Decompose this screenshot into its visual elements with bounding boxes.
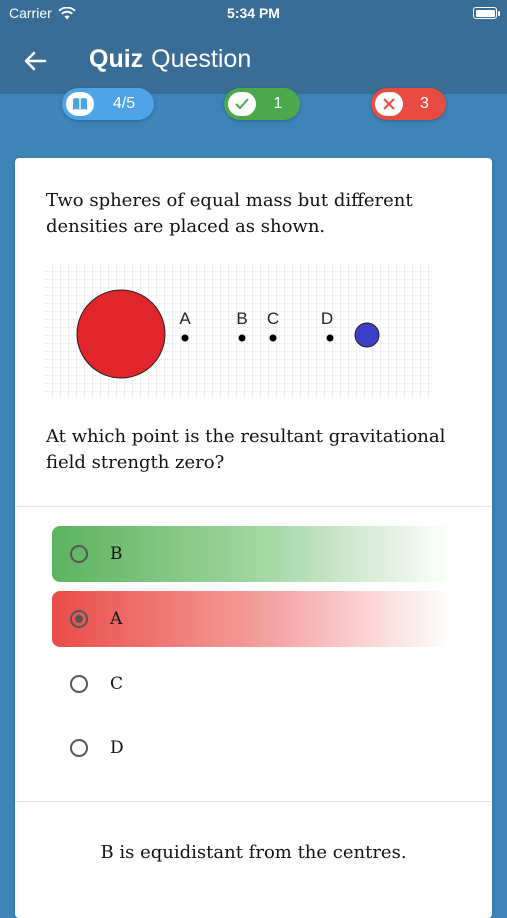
correct-count: 1 (273, 95, 283, 112)
correct-badge (224, 88, 300, 120)
progress-badge (62, 88, 154, 120)
point-b-dot (239, 335, 246, 342)
large-sphere (77, 290, 165, 378)
option-label: C (110, 674, 124, 694)
question-card (15, 158, 492, 918)
radio-button-selected[interactable] (70, 610, 88, 628)
carrier-label: Carrier (9, 5, 52, 21)
point-a-label: A (179, 309, 191, 328)
stats-bar (0, 88, 507, 122)
question-prompt: At which point is the resultant gravitational field strength zero? (46, 426, 446, 473)
radio-button[interactable] (70, 545, 88, 563)
option-label: A (110, 609, 123, 629)
option-b[interactable] (52, 526, 452, 582)
nav-bar (0, 28, 507, 94)
wrong-count: 3 (420, 95, 429, 112)
status-bar (0, 0, 507, 28)
radio-button[interactable] (70, 675, 88, 693)
small-sphere (355, 323, 379, 347)
battery-icon (473, 7, 497, 19)
point-d-label: D (320, 309, 334, 328)
spheres-diagram (45, 264, 433, 398)
divider-top (15, 506, 492, 507)
option-label: B (110, 544, 123, 564)
close-icon (375, 92, 403, 116)
title-question: Question (151, 45, 252, 73)
wrong-badge (371, 88, 446, 120)
check-icon (228, 92, 256, 116)
point-c-dot (270, 335, 277, 342)
page-title (89, 45, 251, 74)
option-a[interactable] (52, 591, 452, 647)
option-label: D (110, 738, 124, 758)
battery-nub (498, 11, 500, 16)
point-c-label: C (266, 309, 280, 328)
question-text: Two spheres of equal mass but different densities are placed as shown. (46, 190, 413, 237)
divider-bottom (15, 801, 492, 802)
radio-button[interactable] (70, 739, 88, 757)
back-arrow-icon[interactable] (20, 46, 50, 76)
book-icon (66, 92, 94, 116)
explanation-text: B is equidistant from the centres. (100, 842, 407, 863)
title-quiz: Quiz (89, 45, 144, 73)
progress-value: 4/5 (112, 95, 136, 112)
point-b-label: B (236, 309, 248, 328)
option-c[interactable] (52, 656, 452, 712)
option-d[interactable] (52, 720, 452, 776)
point-a-dot (182, 335, 189, 342)
clock: 5:34 PM (227, 5, 280, 21)
point-d-dot (327, 335, 334, 342)
